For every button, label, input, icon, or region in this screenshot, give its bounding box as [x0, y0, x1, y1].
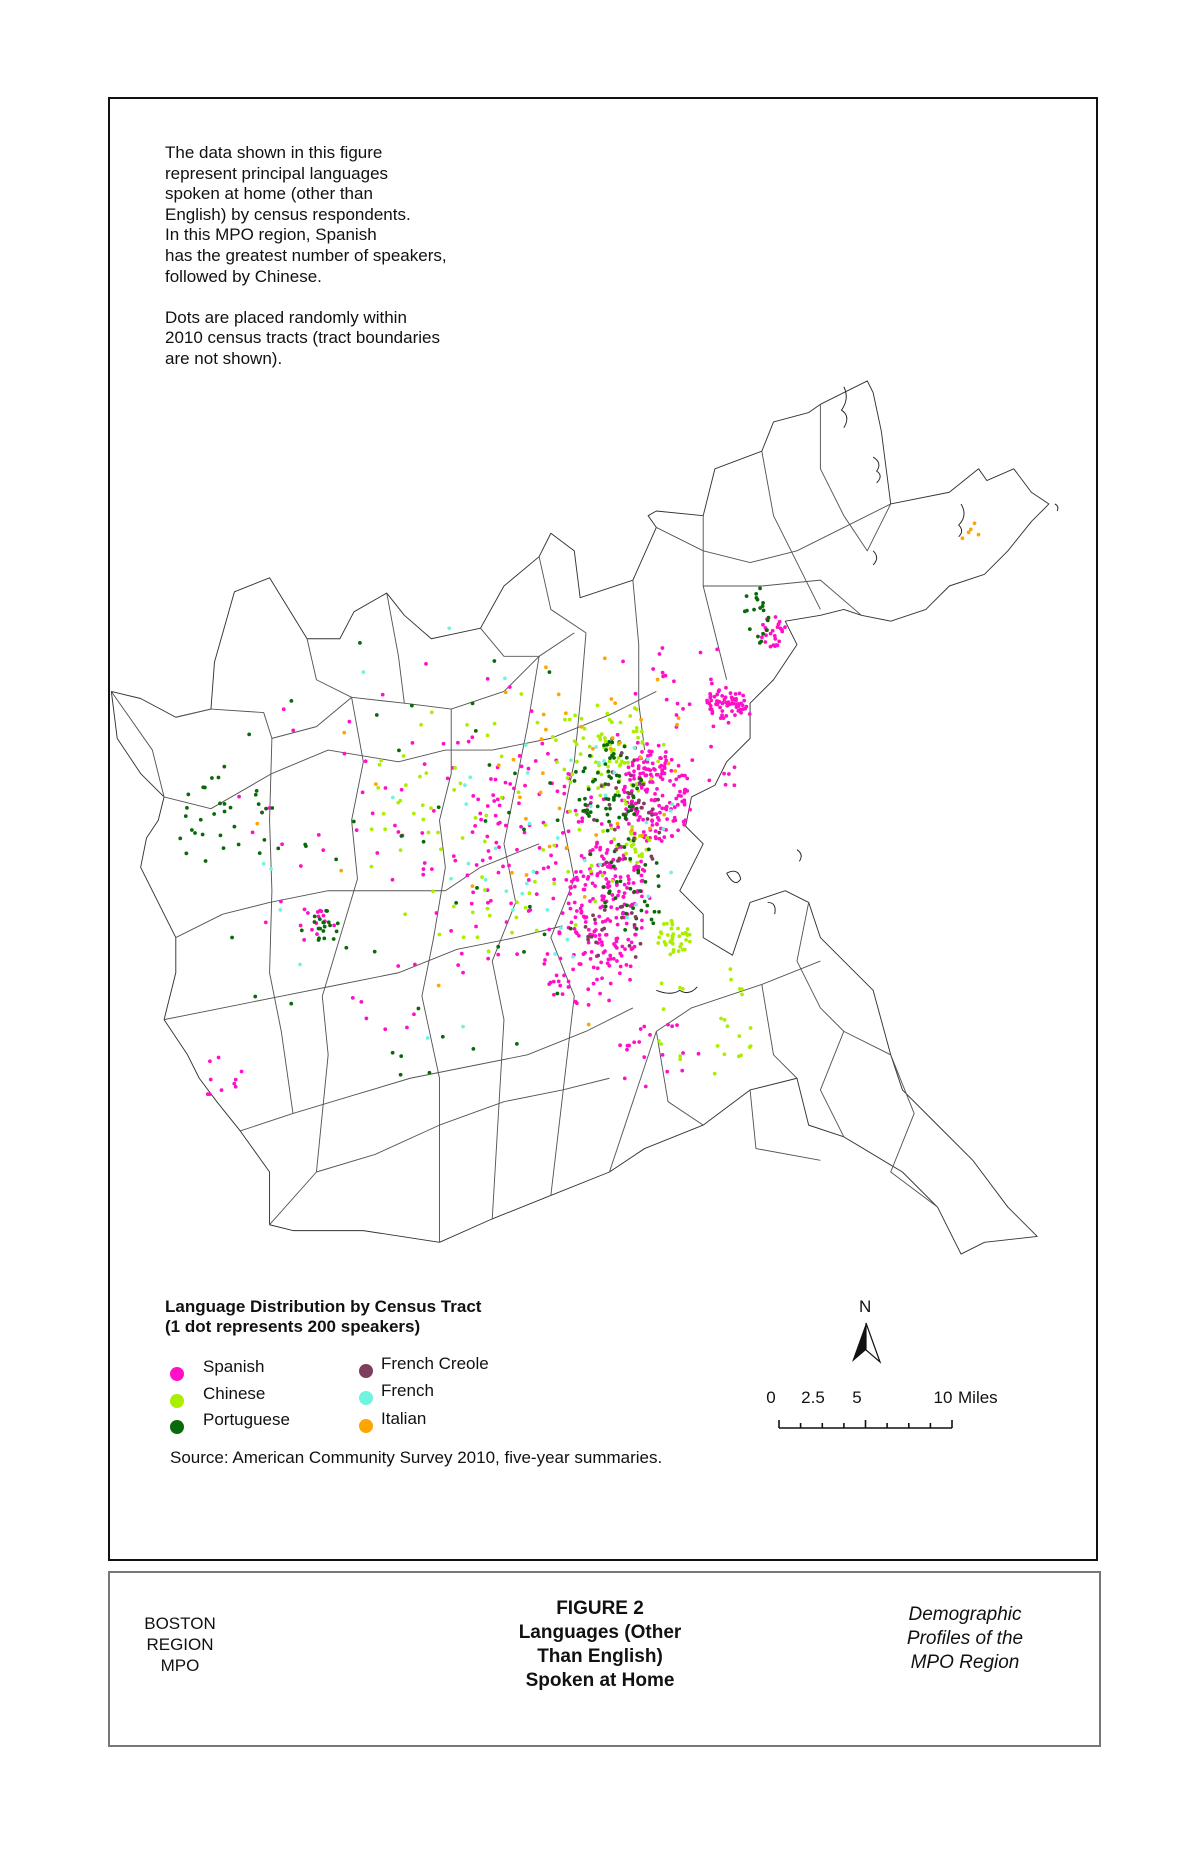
source-note: Source: American Community Survey 2010, five-year summaries.	[170, 1448, 663, 1467]
scale-tick-label: 10	[933, 1388, 953, 1407]
scale-tick-label: 0	[766, 1388, 776, 1407]
legend-item-spanish: Spanish	[170, 1367, 184, 1381]
legend-item-portuguese: Portuguese	[170, 1420, 184, 1434]
legend-item-french-creole: French Creole	[359, 1364, 373, 1378]
intro-note	[165, 143, 447, 390]
italian-dot-icon	[359, 1419, 373, 1433]
portuguese-dot-icon	[170, 1420, 184, 1434]
french-creole-dot-icon	[359, 1364, 373, 1378]
organization-name: BOSTON REGION MPO	[144, 1614, 216, 1675]
north-label: N	[859, 1297, 872, 1316]
legend-title: Language Distribution by Census Tract (1 dot represents 200 speakers)	[165, 1297, 482, 1336]
scale-tick-label: 2.5	[801, 1388, 825, 1407]
spanish-dot-icon	[170, 1367, 184, 1381]
chinese-dot-icon	[170, 1394, 184, 1408]
french-dot-icon	[359, 1391, 373, 1405]
legend-item-french: French	[359, 1391, 373, 1405]
intro-paragraph-1: The data shown in this figure represent principal languages spoken at home (other than English) by census respondents. In this MPO region, Spanish has the greatest number of speakers, followed by Chinese.	[165, 143, 447, 286]
scale-units: Miles	[958, 1388, 998, 1407]
intro-paragraph-2: Dots are placed randomly within 2010 census tracts (tract boundaries are not shown).	[165, 307, 440, 368]
report-title: Demographic Profiles of the MPO Region	[906, 1604, 1024, 1673]
figure-title: FIGURE 2 Languages (Other Than English) Spoken at Home	[518, 1598, 682, 1691]
legend-item-italian: Italian	[359, 1419, 373, 1433]
legend-item-chinese: Chinese	[170, 1394, 184, 1408]
scale-tick-label: 5	[852, 1388, 862, 1407]
